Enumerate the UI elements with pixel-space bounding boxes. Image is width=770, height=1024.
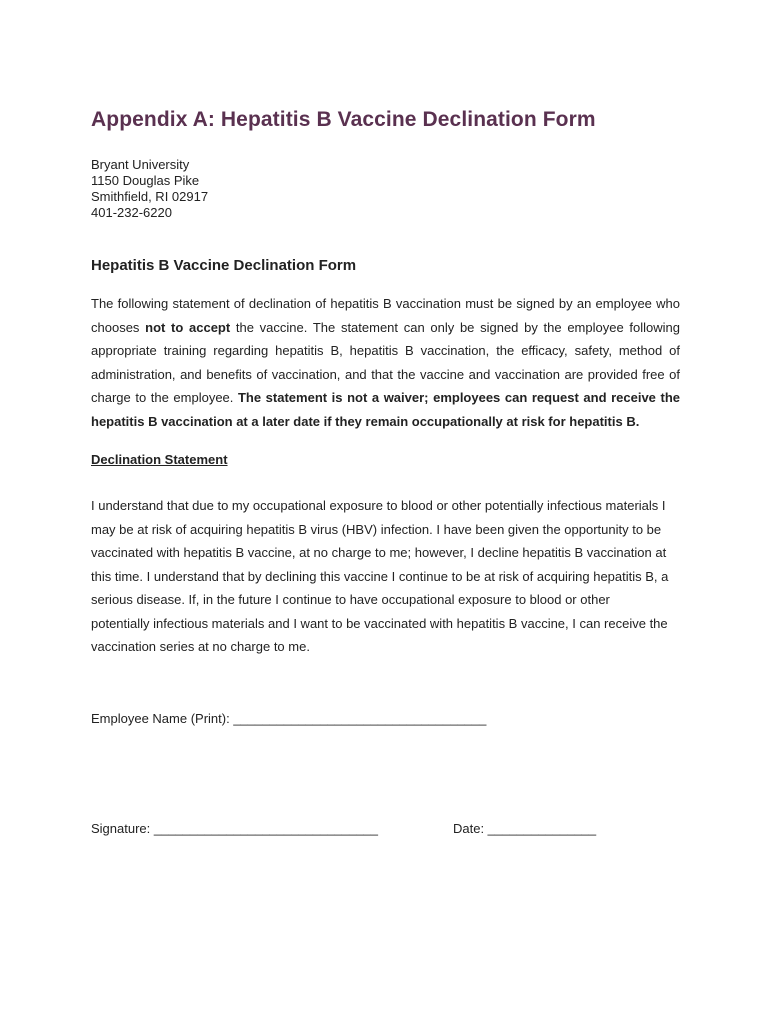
declination-line: potentially infectious materials and I want to be vaccinated with hepatitis B vaccine, I can receive the (91, 615, 668, 631)
signature-field[interactable]: Signature: _______________________________ (91, 821, 379, 836)
page-title: Appendix A: Hepatitis B Vaccine Declination Form (91, 108, 596, 131)
intro-emphasis: The statement is not a waiver; employees can request and receive the (237, 390, 680, 405)
intro-emphasis: hepatitis B vaccination at a later date if they remain occupationally at risk for hepatitis B. (91, 413, 640, 429)
declination-line: this time. I understand that by declining this vaccine I continue to be at risk of acquiring hepatitis B, a (91, 568, 669, 584)
intro-line (91, 410, 680, 434)
declination-line: vaccination series at no charge to me. (91, 639, 310, 654)
address-line-city: Smithfield, RI 02917 (91, 189, 209, 204)
section-heading: Hepatitis B Vaccine Declination Form (91, 257, 357, 274)
intro-text: chooses (91, 319, 146, 335)
intro-text: appropriate training regarding hepatitis B, hepatitis B vaccination, the efficacy, safety, method of (91, 343, 680, 358)
intro-text: the vaccine. The statement can only be signed by the employee following (230, 319, 680, 335)
intro-text: charge to the employee. (91, 390, 238, 405)
declination-line: may be at risk of acquiring hepatitis B virus (HBV) infection. I have been given the opportunity to be (91, 521, 662, 537)
declination-line: vaccinated with hepatitis B vaccine, at no charge to me; however, I decline hepatitis B vaccination at (91, 545, 667, 560)
declination-paragraph (91, 494, 680, 659)
intro-line (91, 363, 680, 387)
address-line-org: Bryant University (91, 157, 190, 172)
declination-line: I understand that due to my occupational exposure to blood or other potentially infectious materials I (91, 498, 666, 513)
intro-text: The following statement of declination of hepatitis B vaccination must be signed by an employee who (91, 296, 680, 311)
intro-text: administration, and benefits of vaccination, and that the vaccine and vaccination are provided free of (91, 366, 680, 382)
address-line-street: 1150 Douglas Pike (91, 173, 200, 188)
intro-paragraph (91, 292, 680, 433)
address-block (91, 157, 208, 221)
employee-name-field[interactable]: Employee Name (Print): ___________________________________ (91, 711, 487, 726)
intro-line (91, 339, 680, 363)
address-line-phone: 401-232-6220 (91, 205, 172, 220)
date-field[interactable]: Date: _______________ (453, 821, 597, 836)
intro-emphasis: not to accept (145, 319, 231, 335)
intro-line (91, 386, 680, 410)
intro-line (91, 316, 680, 340)
declination-heading: Declination Statement (91, 452, 228, 467)
declination-line: serious disease. If, in the future I continue to have occupational exposure to blood or other (91, 592, 610, 607)
intro-line (91, 292, 680, 316)
